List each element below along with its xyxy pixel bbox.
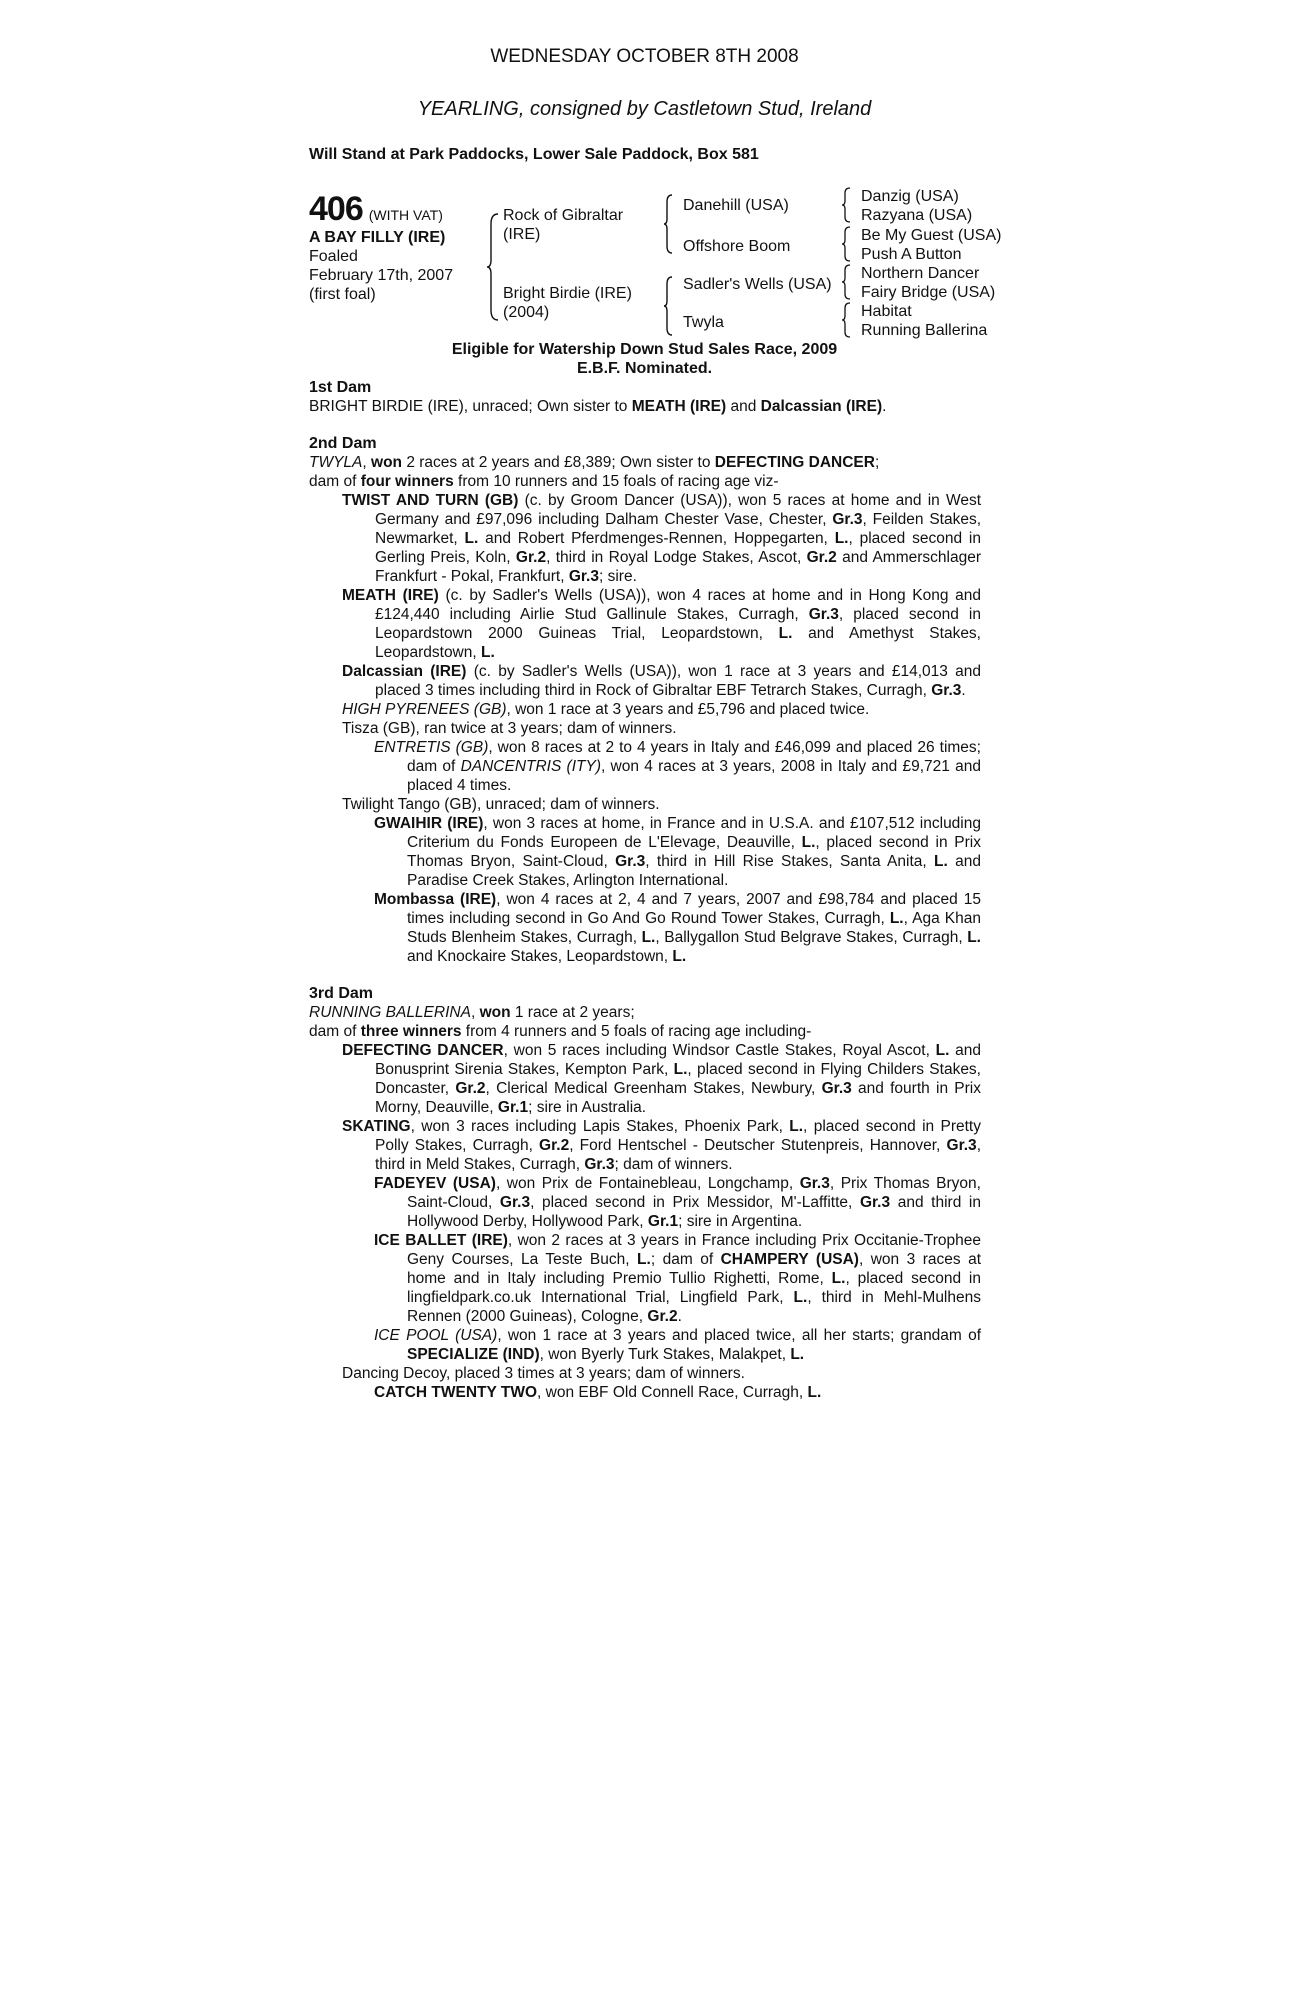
ggp-6: Fairy Bridge (USA) bbox=[861, 284, 996, 301]
produce-tisza: Tisza (GB), ran twice at 3 years; dam of winners. bbox=[342, 720, 677, 737]
produce-dancing-decoy: Dancing Decoy, placed 3 times at 3 years; dam of winners. bbox=[342, 1365, 745, 1382]
produce-gwaihir: GWAIHIR (IRE), won 3 races at home, in France and in U.S.A. and £107,512 including Criterium du Fonds Europeen de L'Elevage, Deauville, L., placed second in Prix Thomas Bryon, Saint-Cloud, Gr.3, third in Hill Rise Stakes, Santa Anita, L. and Paradise Creek Stakes, Arlington International. bbox=[374, 815, 981, 889]
lot-info bbox=[309, 228, 453, 304]
eligibility bbox=[0, 340, 1289, 378]
produce-catch-twenty-two: CATCH TWENTY TWO, won EBF Old Connell Race, Curragh, L. bbox=[374, 1384, 822, 1401]
dam-year: (2004) bbox=[503, 304, 550, 321]
pedigree-brace-ss bbox=[841, 186, 851, 224]
first-dam-heading: 1st Dam bbox=[309, 379, 372, 396]
produce-skating: SKATING, won 3 races including Lapis Stakes, Phoenix Park, L., placed second in Pretty Polly Stakes, Curragh, Gr.2, Ford Hentschel - Deutscher Stutenpreis, Hannover, Gr.3, third in Meld Stakes, Curragh, Gr.3; dam of winners. bbox=[342, 1118, 981, 1173]
produce-high-pyrenees: HIGH PYRENEES (GB), won 1 race at 3 years and £5,796 and placed twice. bbox=[342, 701, 870, 718]
pedigree-brace-dam bbox=[663, 275, 673, 337]
pedigree-brace-ds bbox=[841, 263, 851, 301]
produce-fadeyev: FADEYEV (USA), won Prix de Fontainebleau, Longchamp, Gr.3, Prix Thomas Bryon, Saint-Cloud, Gr.3, placed second in Prix Messidor, M'-Laffitte, Gr.3 and third in Hollywood Derby, Hollywood Park, Gr.1; sire in Argentina. bbox=[374, 1175, 981, 1230]
ggp-3: Be My Guest (USA) bbox=[861, 227, 1002, 244]
third-dam-heading: 3rd Dam bbox=[309, 985, 374, 1002]
first-dam-text: BRIGHT BIRDIE (IRE), unraced; Own sister to MEATH (IRE) and Dalcassian (IRE). bbox=[309, 398, 887, 415]
horse-name: A BAY FILLY (IRE) bbox=[309, 229, 446, 246]
produce-entretis: ENTRETIS (GB), won 8 races at 2 to 4 years in Italy and £46,099 and placed 26 times; dam of DANCENTRIS (ITY), won 4 races at 3 years, 2008 in Italy and £9,721 and placed 4 times. bbox=[374, 739, 981, 794]
produce-twilight-tango: Twilight Tango (GB), unraced; dam of winners. bbox=[342, 796, 660, 813]
produce-meath: MEATH (IRE) (c. by Sadler's Wells (USA)), won 4 races at home and in Hong Kong and £124,440 including Airlie Stud Gallinule Stakes, Curragh, Gr.3, placed second in Leopardstown 2000 Guineas Trial, Leopardstown, L. and Amethyst Stakes, Leopardstown, L. bbox=[342, 587, 981, 661]
dam-dam: Twyla bbox=[683, 314, 724, 331]
catalogue-body bbox=[309, 378, 981, 1402]
vat-label: (WITH VAT) bbox=[368, 207, 443, 223]
dam-name: Bright Birdie (IRE) bbox=[503, 285, 632, 302]
pedigree-brace-dd bbox=[841, 301, 851, 339]
pedigree-brace-sd bbox=[841, 225, 851, 263]
pedigree-brace-main bbox=[486, 212, 500, 322]
third-dam-produce-summary: dam of three winners from 4 runners and 5 foals of racing age including- bbox=[309, 1023, 812, 1040]
sale-date: WEDNESDAY OCTOBER 8TH 2008 bbox=[490, 46, 799, 67]
sire bbox=[503, 206, 623, 244]
ggp-2: Razyana (USA) bbox=[861, 207, 973, 224]
produce-ice-ballet: ICE BALLET (IRE), won 2 races at 3 years in France including Prix Occitanie-Trophee Geny Courses, La Teste Buch, L.; dam of CHAMPERY (USA), won 3 races at home and in Italy including Premio Tullio Righetti, Rome, L., placed second in lingfieldpark.co.uk International Trial, Lingfield Park, L., third in Mehl-Mulhens Rennen (2000 Guineas), Cologne, Gr.2. bbox=[374, 1232, 982, 1325]
foal-note: (first foal) bbox=[309, 286, 376, 303]
lot-header bbox=[309, 190, 443, 229]
lot-number: 406 bbox=[309, 190, 363, 228]
foaled-label: Foaled bbox=[309, 248, 358, 265]
produce-mombassa: Mombassa (IRE), won 4 races at 2, 4 and 7 years, 2007 and £98,784 and placed 15 times including second in Go And Go Round Tower Stakes, Curragh, L., Aga Khan Studs Blenheim Stakes, Curragh, L., Ballygallon Stud Belgrave Stakes, Curragh, L. and Knockaire Stakes, Leopardstown, L. bbox=[374, 891, 981, 965]
ggp-5: Northern Dancer bbox=[861, 265, 980, 282]
ebf-nominated: E.B.F. Nominated. bbox=[576, 360, 713, 377]
produce-ice-pool: ICE POOL (USA), won 1 race at 3 years and placed twice, all her starts; grandam of SPECIALIZE (IND), won Byerly Turk Stakes, Malakpet, L. bbox=[374, 1327, 982, 1363]
sire-origin: (IRE) bbox=[503, 226, 541, 243]
second-dam-intro: TWYLA, won 2 races at 2 years and £8,389; Own sister to DEFECTING DANCER; bbox=[309, 454, 880, 471]
sire-sire: Danehill (USA) bbox=[683, 197, 789, 214]
ggp-1: Danzig (USA) bbox=[861, 188, 959, 205]
second-dam-heading: 2nd Dam bbox=[309, 435, 377, 452]
second-dam-produce-summary: dam of four winners from 10 runners and 15 foals of racing age viz- bbox=[309, 473, 779, 490]
sales-race-eligibility: Eligible for Watership Down Stud Sales Race, 2009 bbox=[451, 341, 838, 358]
produce-twist-and-turn: TWIST AND TURN (GB) (c. by Groom Dancer (USA)), won 5 races at home and in West Germany and £97,096 including Dalham Chester Vase, Chester, Gr.3, Feilden Stakes, Newmarket, L. and Robert Pferdmenges-Rennen, Hoppegarten, L., placed second in Gerling Preis, Koln, Gr.2, third in Royal Lodge Stakes, Ascot, Gr.2 and Ammerschlager Frankfurt - Pokal, Frankfurt, Gr.3; sire. bbox=[342, 492, 982, 585]
sire-dam: Offshore Boom bbox=[683, 238, 791, 255]
consignment-line: YEARLING, consigned by Castletown Stud, Ireland bbox=[417, 98, 872, 120]
ggp-4: Push A Button bbox=[861, 246, 962, 263]
stand-location: Will Stand at Park Paddocks, Lower Sale Paddock, Box 581 bbox=[309, 146, 759, 163]
dam-sire: Sadler's Wells (USA) bbox=[683, 276, 832, 293]
foaled-date: February 17th, 2007 bbox=[309, 267, 454, 284]
produce-dalcassian: Dalcassian (IRE) (c. by Sadler's Wells (USA)), won 1 race at 3 years and £14,013 and placed 3 times including third in Rock of Gibraltar EBF Tetrarch Stakes, Curragh, Gr.3. bbox=[342, 663, 981, 699]
sire-name: Rock of Gibraltar bbox=[503, 207, 624, 224]
dam bbox=[503, 284, 632, 322]
ggp-8: Running Ballerina bbox=[861, 322, 988, 339]
produce-defecting-dancer: DEFECTING DANCER, won 5 races including Windsor Castle Stakes, Royal Ascot, L. and Bonusprint Sirenia Stakes, Kempton Park, L., placed second in Flying Childers Stakes, Doncaster, Gr.2, Clerical Medical Greenham Stakes, Newbury, Gr.3 and fourth in Prix Morny, Deauville, Gr.1; sire in Australia. bbox=[342, 1042, 982, 1116]
ggp-7: Habitat bbox=[861, 303, 912, 320]
third-dam-intro: RUNNING BALLERINA, won 1 race at 2 years; bbox=[309, 1004, 635, 1021]
pedigree-brace-sire bbox=[663, 193, 673, 255]
